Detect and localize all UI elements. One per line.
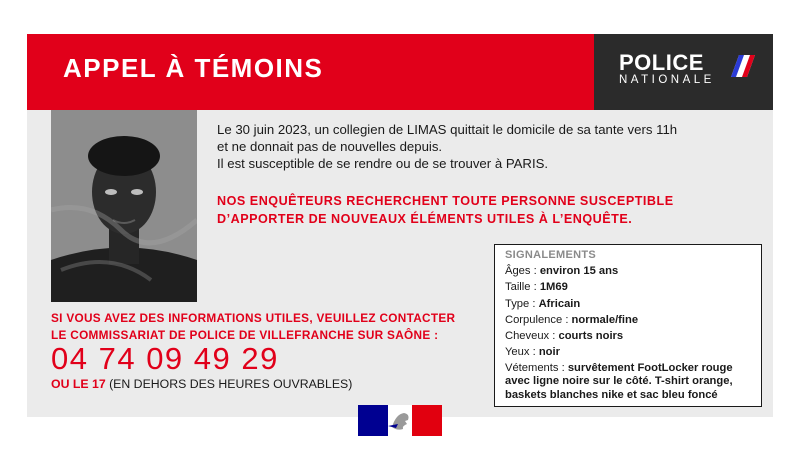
description-label: Yeux :: [505, 346, 536, 359]
description-box: [494, 244, 762, 407]
poster-header: [27, 34, 773, 110]
description-row: [505, 263, 751, 279]
clothing-line-3: baskets blanches nike et sac bleu foncé: [505, 388, 718, 401]
description-value: normale/fine: [571, 313, 639, 326]
description-title: SIGNALEMENTS: [505, 249, 596, 261]
header-red-band: [27, 34, 594, 110]
intro-line-3: Il est susceptible de se rendre ou de se trouver à PARIS.: [217, 156, 549, 171]
alternate-contact: [51, 377, 352, 391]
police-name: POLICE: [619, 50, 704, 75]
description-label: Cheveux :: [505, 330, 556, 343]
intro-line-1: Le 30 juin 2023, un collegien de LIMAS quittait le domicile de sa tante vers 11h: [217, 122, 678, 137]
description-value: environ 15 ans: [539, 265, 619, 277]
clothing-description: [505, 362, 751, 403]
appeal-line-2: D’APPORTER DE NOUVEAUX ÉLÉMENTS UTILES À L’ENQUÊTE.: [217, 212, 633, 226]
description-row: [505, 296, 751, 312]
emergency-number: OU LE 17: [51, 377, 106, 391]
description-label: Type :: [505, 297, 536, 310]
police-subtitle: NATIONALE: [619, 74, 715, 86]
description-label: Corpulence :: [505, 313, 569, 326]
description-label: Taille :: [505, 281, 537, 294]
description-value: noir: [538, 346, 560, 359]
intro-line-2: et ne donnait pas de nouvelles depuis.: [217, 139, 443, 154]
missing-person-photo: [51, 110, 197, 302]
alternate-contact-note: (EN DEHORS DES HEURES OUVRABLES): [105, 377, 353, 391]
contact-line-1: SI VOUS AVEZ DES INFORMATIONS UTILES, VEUILLEZ CONTACTER: [51, 311, 456, 325]
description-row: [505, 328, 751, 344]
investigators-appeal: [217, 192, 757, 228]
contact-line-2: LE COMMISSARIAT DE POLICE DE VILLEFRANCHE SUR SAÔNE :: [51, 327, 439, 342]
description-value: 1M69: [539, 281, 568, 294]
phone-number[interactable]: 04 74 09 49 29: [51, 341, 279, 376]
clothing-line-1: survêtement FootLocker rouge: [567, 361, 733, 374]
clothing-line-2: avec ligne noire sur le côté. T-shirt orange,: [505, 375, 733, 388]
intro-text: [217, 121, 757, 172]
description-row: [505, 279, 751, 295]
description-row: [505, 344, 751, 360]
marianne-logo: [358, 405, 442, 436]
appeal-line-1: NOS ENQUÊTEURS RECHERCHENT TOUTE PERSONNE SUSCEPTIBLE: [217, 194, 674, 208]
description-row: [505, 312, 751, 328]
contact-instructions: [51, 310, 491, 343]
police-nationale-logo: [728, 53, 756, 79]
poster-title: APPEL À TÉMOINS: [63, 53, 324, 83]
clothing-label: Vétements :: [505, 361, 565, 374]
portrait-image: [51, 110, 197, 302]
wanted-poster: [27, 34, 773, 417]
description-value: courts noirs: [558, 330, 624, 343]
description-value: Africain: [538, 297, 581, 310]
police-brand-panel: [594, 34, 773, 110]
description-label: Âges :: [505, 265, 537, 277]
